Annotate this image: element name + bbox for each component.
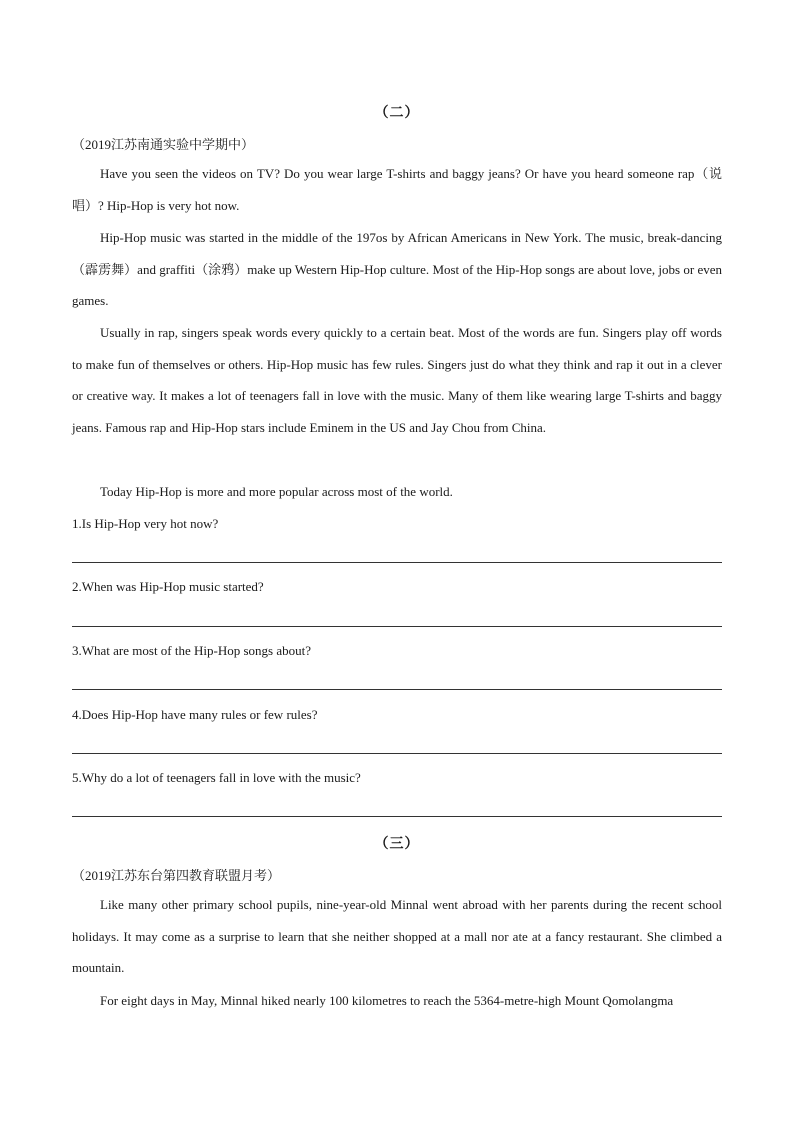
answer-line-5[interactable] xyxy=(72,816,722,817)
answer-line-4[interactable] xyxy=(72,753,722,754)
section-3-paragraph-1: Like many other primary school pupils, nine-year-old Minnal went abroad with her parents during the recent school holidays. It may come as a surprise to learn that she neither shopped at a mall nor ate at a fancy restaurant. She climbed a mountain. xyxy=(72,897,722,976)
section-3-title: （三） xyxy=(374,837,420,852)
answer-line-1[interactable] xyxy=(72,562,722,563)
section-3-paragraph-2: For eight days in May, Minnal hiked nearly 100 kilometres to reach the 5364-metre-high Mount Qomolangma xyxy=(100,993,674,1008)
document-page xyxy=(72,0,722,1123)
section-2-paragraph-4: Today Hip-Hop is more and more popular across most of the world. xyxy=(100,484,453,499)
answer-line-2[interactable] xyxy=(72,626,722,627)
section-2-title: （二） xyxy=(374,106,420,121)
section-2-paragraph-2: Hip-Hop music was started in the middle of the 197os by African Americans in New York. The music, break-dancing（霹雳舞）and graffiti（涂鸦）make up Western Hip-Hop culture. Most of the Hip-Hop songs are about love, jobs or even games. xyxy=(72,230,722,309)
section-3-source: （2019江苏东台第四教育联盟月考） xyxy=(72,868,281,883)
section-2-paragraph-1: Have you seen the videos on TV? Do you wear large T-shirts and baggy jeans? Or have you heard someone rap（说唱）? Hip-Hop is very hot now. xyxy=(72,166,722,213)
question-2: 2.When was Hip-Hop music started? xyxy=(72,579,264,594)
section-2-paragraph-3: Usually in rap, singers speak words every quickly to a certain beat. Most of the words are fun. Singers play off words to make fun of themselves or others. Hip-Hop music has few rules. Singers just do what they think and rap it out in a clever or creative way. It makes a lot of teenagers fall in love with the music. Many of them like wearing large T-shirts and baggy jeans. Famous rap and Hip-Hop stars include Eminem in the US and Jay Chou from China. xyxy=(72,325,722,436)
question-1: 1.Is Hip-Hop very hot now? xyxy=(72,516,219,531)
question-5: 5.Why do a lot of teenagers fall in love with the music? xyxy=(72,770,361,785)
section-2-source: （2019江苏南通实验中学期中） xyxy=(72,137,255,152)
answer-line-3[interactable] xyxy=(72,689,722,690)
question-3: 3.What are most of the Hip-Hop songs about? xyxy=(72,643,312,658)
question-4: 4.Does Hip-Hop have many rules or few rules? xyxy=(72,707,318,722)
